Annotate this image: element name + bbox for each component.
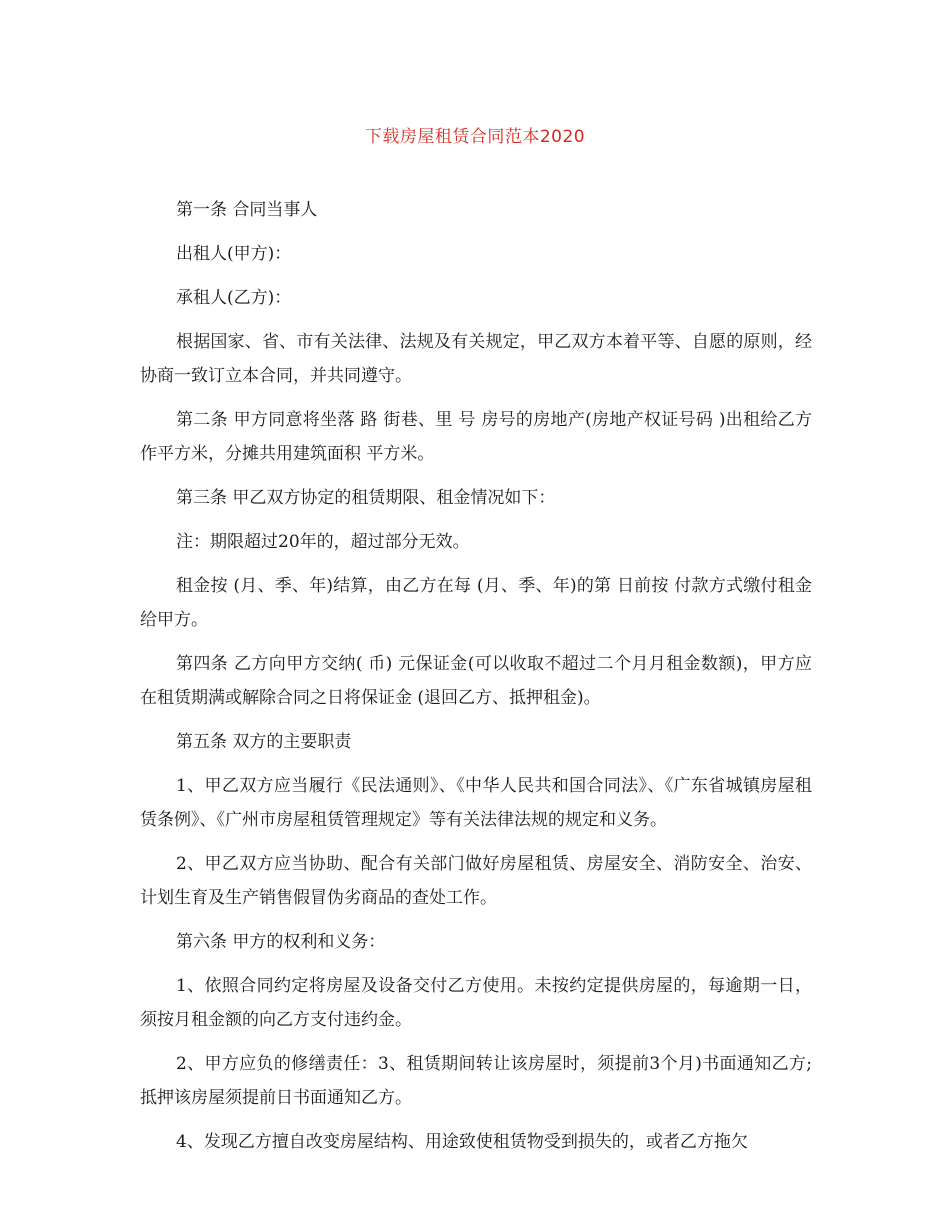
paragraph-article-6-item-4: 4、发现乙方擅自改变房屋结构、用途致使租赁物受到损失的，或者乙方拖欠	[176, 1132, 748, 1152]
paragraph-article-1-heading: 第一条 合同当事人	[176, 200, 318, 220]
document-title: 下载房屋租赁合同范本2020	[364, 127, 586, 147]
paragraph-article-6-item-2: 2、甲方应负的修缮责任：3、租赁期间转让该房屋时，须提前3个月)书面通知乙方;抵押该房屋须提前日书面通知乙方。	[140, 1054, 812, 1108]
paragraph-note: 注：期限超过20年的，超过部分无效。	[176, 532, 470, 552]
document-body	[140, 193, 812, 1169]
paragraph-article-5-item-2: 2、甲乙双方应当协助、配合有关部门做好房屋租赁、房屋安全、消防安全、治安、计划生育及生产销售假冒伪劣商品的查处工作。	[140, 854, 812, 908]
paragraph-article-6-heading: 第六条 甲方的权利和义务：	[176, 932, 386, 952]
paragraph-rent-terms: 租金按 (月、季、年)结算，由乙方在每 (月、季、年)的第 日前按 付款方式缴付租金给甲方。	[140, 576, 812, 630]
paragraph-article-5-item-1: 1、甲乙双方应当履行《民法通则》、《中华人民共和国合同法》、《广东省城镇房屋租赁条例》、《广州市房屋租赁管理规定》等有关法律法规的规定和义务。	[140, 776, 812, 830]
paragraph-article-3: 第三条 甲乙双方协定的租赁期限、租金情况如下：	[176, 488, 556, 508]
paragraph-lessee: 承租人(乙方)：	[176, 288, 292, 308]
paragraph-preamble: 根据国家、省、市有关法律、法规及有关规定，甲乙双方本着平等、自愿的原则，经协商一致订立本合同，并共同遵守。	[140, 332, 812, 386]
paragraph-lessor: 出租人(甲方)：	[176, 244, 292, 264]
paragraph-article-2: 第二条 甲方同意将坐落 路 街巷、里 号 房号的房地产(房地产权证号码 )出租给乙方作平方米，分摊共用建筑面积 平方米。	[140, 410, 812, 464]
paragraph-article-5-heading: 第五条 双方的主要职责	[176, 732, 352, 752]
paragraph-article-4: 第四条 乙方向甲方交纳( 币) 元保证金(可以收取不超过二个月月租金数额)，甲方应在租赁期满或解除合同之日将保证金 (退回乙方、抵押租金)。	[140, 654, 812, 708]
paragraph-article-6-item-1: 1、依照合同约定将房屋及设备交付乙方使用。未按约定提供房屋的，每逾期一日，须按月租金额的向乙方支付违约金。	[140, 976, 812, 1030]
